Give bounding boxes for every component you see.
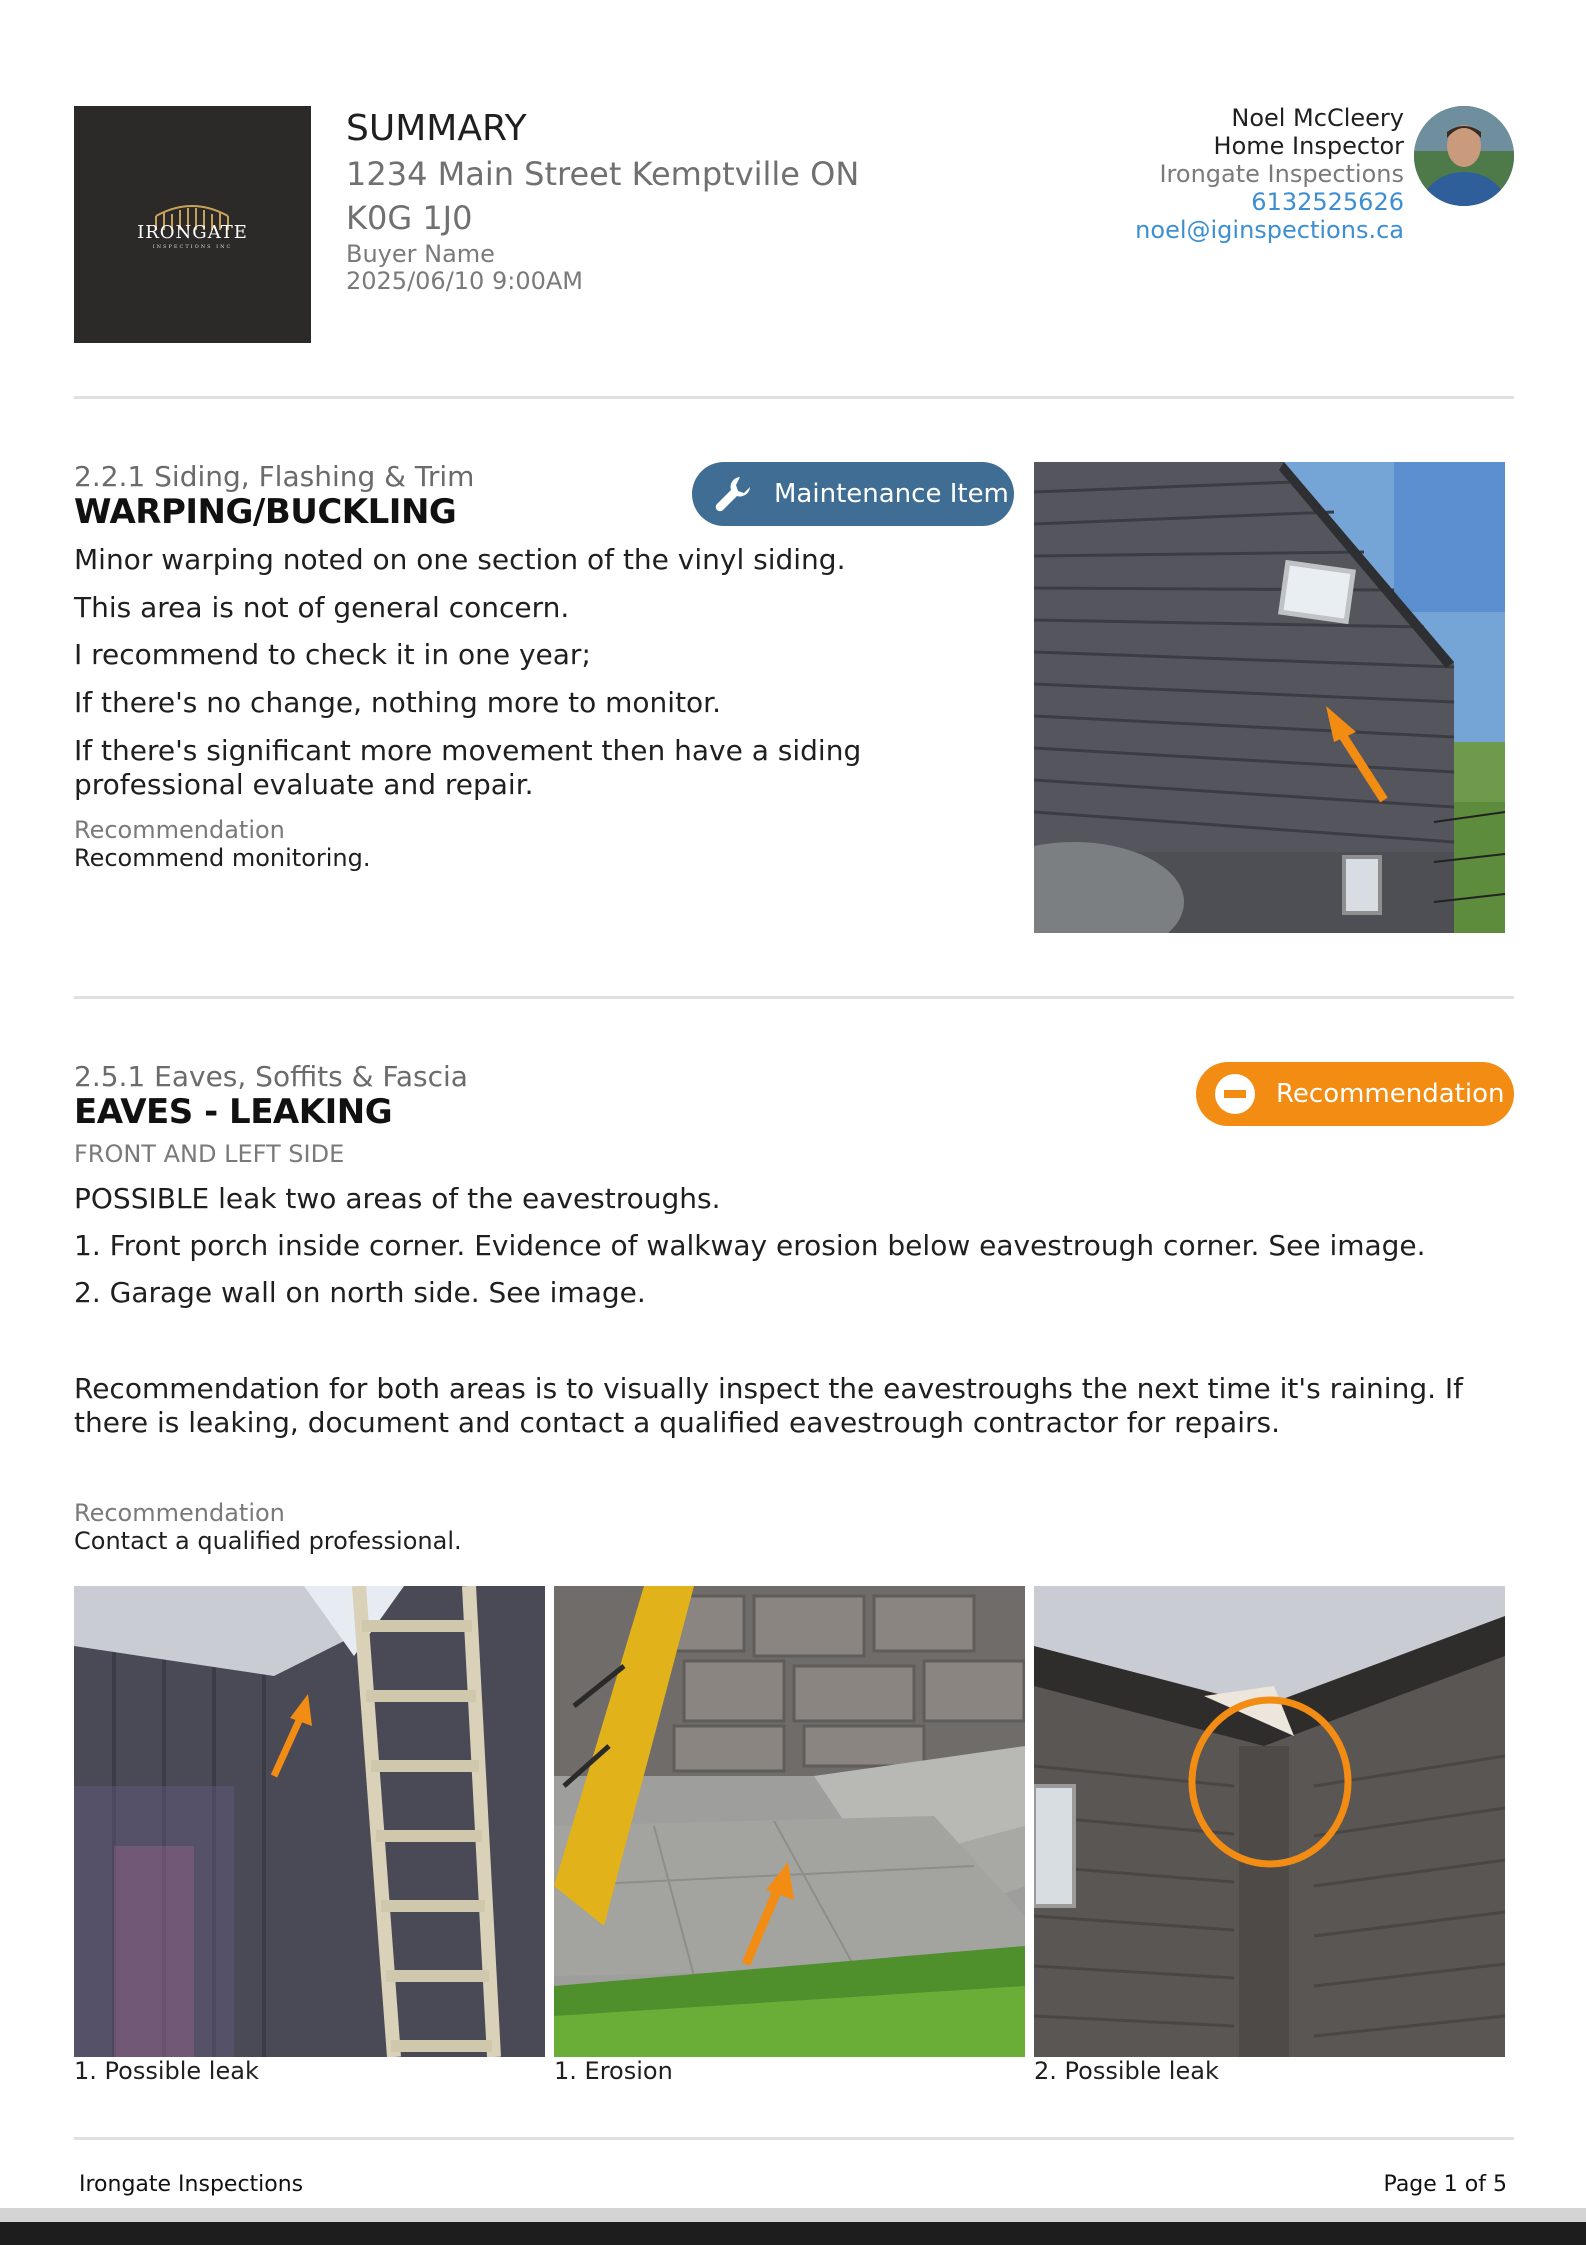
inspector-role: Home Inspector <box>1213 132 1404 160</box>
recommendation-badge <box>1196 1062 1514 1126</box>
section-title: EAVES - LEAKING <box>74 1092 393 1132</box>
recommendation-label: Recommendation <box>74 816 285 844</box>
paragraph: If there's significant more movement then have a siding professional evaluate and repair. <box>74 734 862 801</box>
wrench-icon <box>710 471 756 517</box>
section-category: 2.5.1 Eaves, Soffits & Fascia <box>74 1060 468 1093</box>
inspector-phone-link[interactable]: 6132525626 <box>1251 188 1404 216</box>
company-logo <box>74 106 311 343</box>
page-title: SUMMARY <box>346 108 527 149</box>
property-address: 1234 Main Street Kemptville ON K0G 1J0 <box>346 155 860 237</box>
paragraph: Minor warping noted on one section of the vinyl siding. <box>74 543 846 576</box>
section-location: FRONT AND LEFT SIDE <box>74 1140 345 1168</box>
badge-label: Maintenance Item <box>774 479 1009 509</box>
inspector-name: Noel McCleery <box>1231 104 1404 132</box>
maintenance-item-badge <box>692 462 1014 526</box>
paragraph: I recommend to check it in one year; <box>74 638 591 671</box>
inspector-avatar <box>1414 106 1514 206</box>
section-title: WARPING/BUCKLING <box>74 492 457 532</box>
paragraph: If there's no change, nothing more to monitor. <box>74 686 722 719</box>
paragraph: POSSIBLE leak two areas of the eavestroughs. <box>74 1182 721 1215</box>
paragraph: Recommendation for both areas is to visually inspect the eavestroughs the next time it's raining. If there is leaking, document and contact a qualified eavestrough contractor for repairs. <box>74 1372 1464 1439</box>
inspector-email-link[interactable]: noel@iginspections.ca <box>1135 216 1404 244</box>
bottom-strip <box>0 2208 1586 2222</box>
logo-name: IRONGATE <box>137 222 248 243</box>
recommendation-value: Contact a qualified professional. <box>74 1527 462 1555</box>
possible-leak-photo-1[interactable] <box>74 1586 545 2057</box>
photo-caption: 1. Erosion <box>554 2057 673 2085</box>
header-divider <box>74 396 1514 399</box>
minus-circle-icon <box>1212 1071 1258 1117</box>
page-number: Page 1 of 5 <box>1383 2172 1507 2197</box>
recommendation-label: Recommendation <box>74 1499 285 1527</box>
buyer-name: Buyer Name <box>346 240 495 268</box>
photo-caption: 2. Possible leak <box>1034 2057 1219 2085</box>
recommendation-value: Recommend monitoring. <box>74 844 371 872</box>
possible-leak-photo-2[interactable] <box>1034 1586 1505 2057</box>
footer-divider <box>74 2137 1514 2140</box>
paragraph: This area is not of general concern. <box>74 591 570 624</box>
photo-caption: 1. Possible leak <box>74 2057 259 2085</box>
paragraph: 2. Garage wall on north side. See image. <box>74 1276 646 1309</box>
inspection-datetime: 2025/06/10 9:00AM <box>346 267 583 295</box>
siding-photo[interactable] <box>1034 462 1505 933</box>
logo-tagline: INSPECTIONS INC <box>152 244 233 250</box>
section-divider <box>74 996 1514 999</box>
paragraph: 1. Front porch inside corner. Evidence of walkway erosion below eavestrough corner. See image. <box>74 1229 1426 1262</box>
inspector-company: Irongate Inspections <box>1159 160 1404 188</box>
erosion-photo[interactable] <box>554 1586 1025 2057</box>
section-category: 2.2.1 Siding, Flashing & Trim <box>74 460 475 493</box>
footer-company: Irongate Inspections <box>79 2172 304 2197</box>
badge-label: Recommendation <box>1276 1079 1505 1109</box>
